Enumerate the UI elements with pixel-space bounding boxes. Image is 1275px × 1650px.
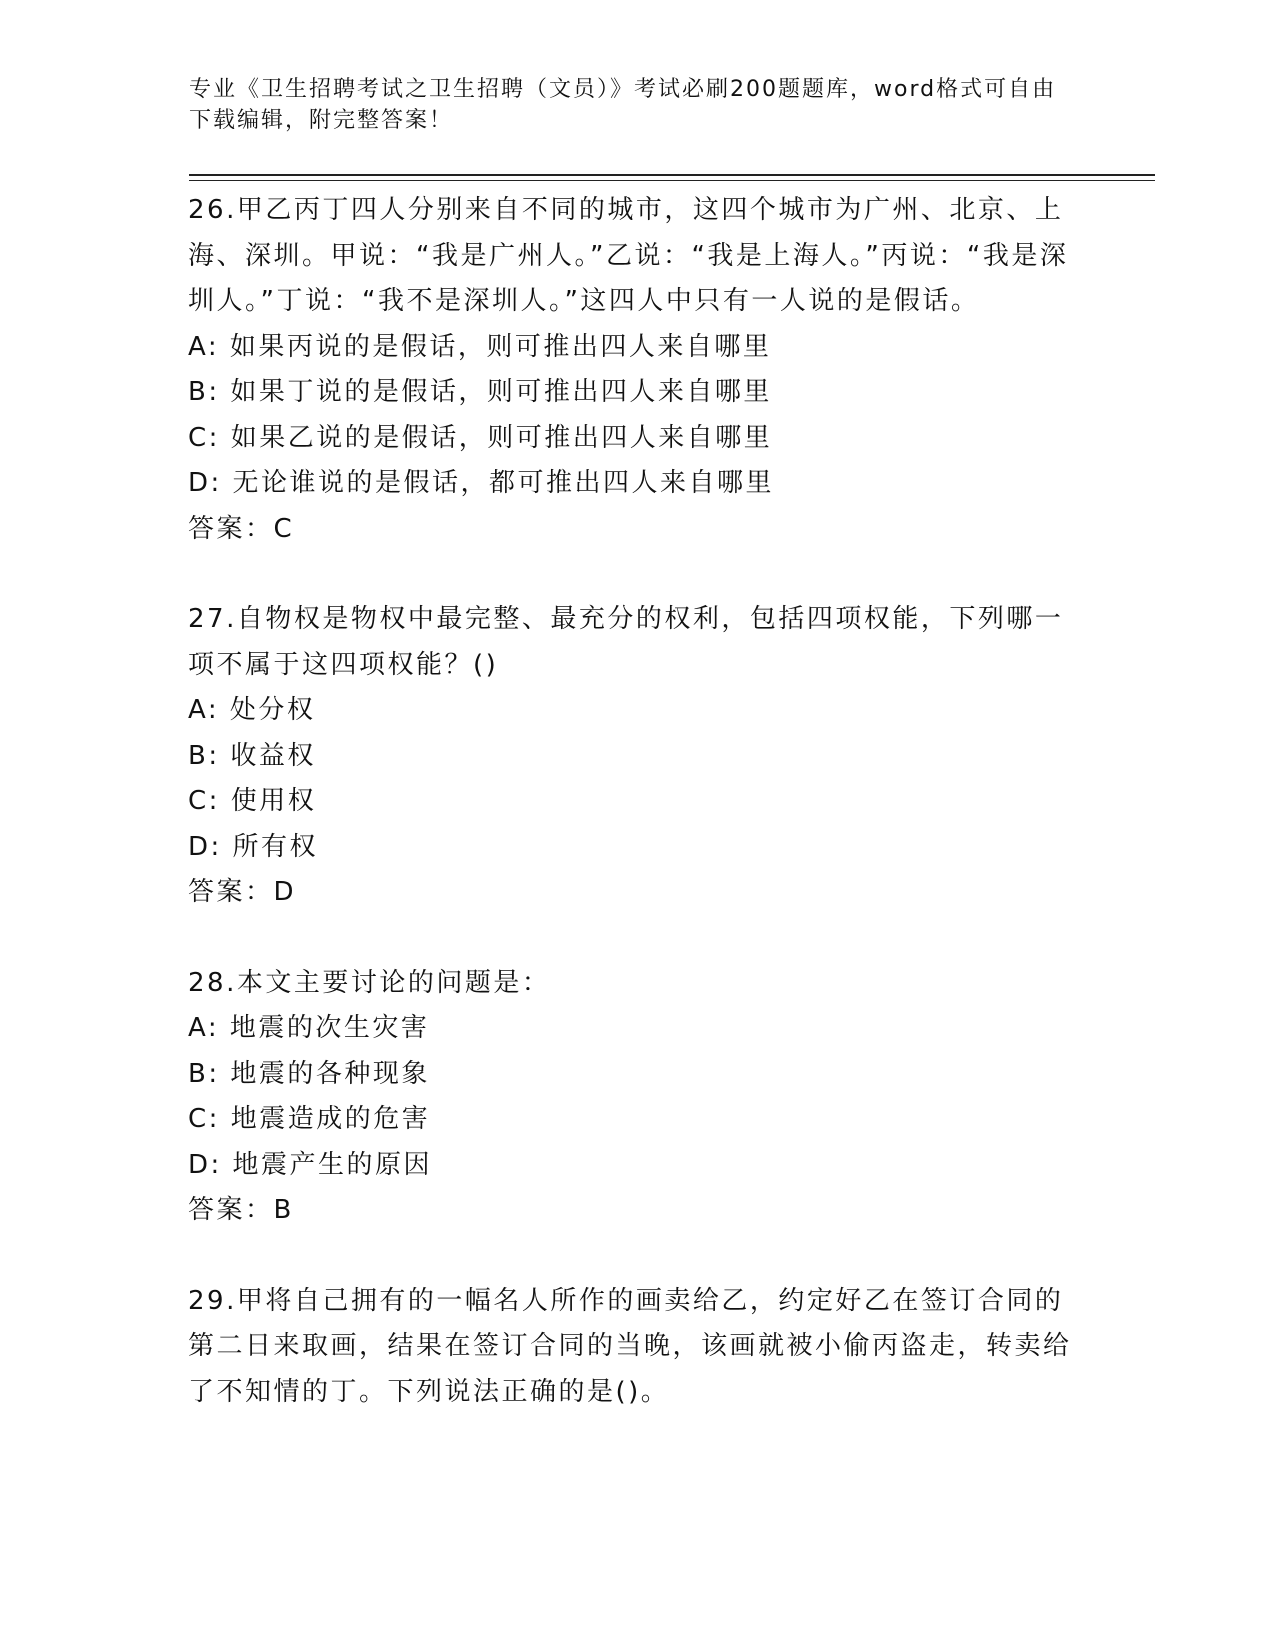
question-stem [188, 1279, 1088, 1416]
option-d [188, 825, 1088, 871]
answer-line: 答案：C [188, 513, 295, 544]
question-number: 27. [188, 604, 237, 634]
option-key: A: [188, 1013, 220, 1043]
option-d [188, 461, 1088, 507]
question-text: 本文主要讨论的问题是： [236, 967, 551, 998]
option-key: C: [188, 786, 220, 816]
option-text: 如果乙说的是假话，则可推出四人来自哪里 [230, 422, 773, 453]
option-b [188, 1052, 1088, 1098]
option-d [188, 1143, 1088, 1189]
question-stem [188, 597, 1088, 688]
question-text: 甲将自己拥有的一幅名人所作的画卖给乙，约定好乙在签订合同的第二日来取画，结果在签订合同的当晚，该画就被小偷丙盗走，转卖给了不知情的丁。下列说法正确的是()。 [188, 1285, 1072, 1407]
option-key: D: [188, 831, 222, 862]
answer-line: 答案：D [188, 877, 297, 907]
option-a [188, 1006, 1088, 1052]
question-29 [188, 1279, 1088, 1416]
option-key: D: [188, 468, 222, 498]
question-number: 26. [188, 195, 237, 225]
option-text: 地震造成的危害 [230, 1104, 431, 1134]
option-key: B: [188, 740, 220, 771]
option-key: B: [188, 377, 220, 407]
question-stem [188, 188, 1088, 325]
option-key: A: [188, 331, 220, 362]
option-text: 地震产生的原因 [232, 1149, 433, 1180]
option-a [188, 325, 1088, 371]
option-c [188, 1097, 1088, 1143]
question-28 [188, 961, 1088, 1234]
option-text: 如果丙说的是假话，则可推出四人来自哪里 [229, 331, 772, 362]
question-27 [188, 597, 1088, 916]
option-text: 如果丁说的是假话，则可推出四人来自哪里 [230, 377, 772, 407]
answer-line: 答案：B [188, 1195, 294, 1225]
option-b [188, 734, 1088, 780]
option-text: 无论谁说的是假话，都可推出四人来自哪里 [232, 468, 775, 498]
option-text: 使用权 [230, 786, 317, 816]
header-title: 专业《卫生招聘考试之卫生招聘（文员）》考试必刷200题题库，word格式可自由下载编辑，附完整答案！ [189, 77, 1057, 133]
page-header [189, 74, 1069, 136]
option-text: 地震的次生灾害 [229, 1013, 430, 1043]
option-a [188, 688, 1088, 734]
option-text: 收益权 [230, 740, 316, 771]
header-rule-thin [189, 180, 1155, 181]
question-number: 28. [188, 967, 237, 998]
option-text: 所有权 [232, 831, 319, 862]
question-number: 29. [188, 1285, 237, 1316]
option-key: D: [188, 1149, 222, 1180]
option-text: 处分权 [229, 695, 316, 725]
option-c [188, 779, 1088, 825]
option-c [188, 416, 1088, 462]
option-key: A: [188, 695, 220, 725]
question-list [188, 188, 1088, 1415]
option-key: C: [188, 1104, 220, 1134]
header-rule [189, 174, 1155, 176]
question-text: 甲乙丙丁四人分别来自不同的城市，这四个城市为广州、北京、上海、深圳。甲说：“我是广州人。”乙说：“我是上海人。”丙说：“我是深圳人。”丁说：“我不是深圳人。”这四人中只有一人说的是假话。 [188, 195, 1069, 316]
option-text: 地震的各种现象 [230, 1058, 430, 1089]
question-26 [188, 188, 1088, 552]
option-b [188, 370, 1088, 416]
question-stem [188, 961, 1088, 1007]
option-key: B: [188, 1058, 220, 1089]
question-text: 自物权是物权中最完整、最充分的权利，包括四项权能，下列哪一项不属于这四项权能？() [188, 604, 1064, 680]
option-key: C: [188, 422, 220, 453]
